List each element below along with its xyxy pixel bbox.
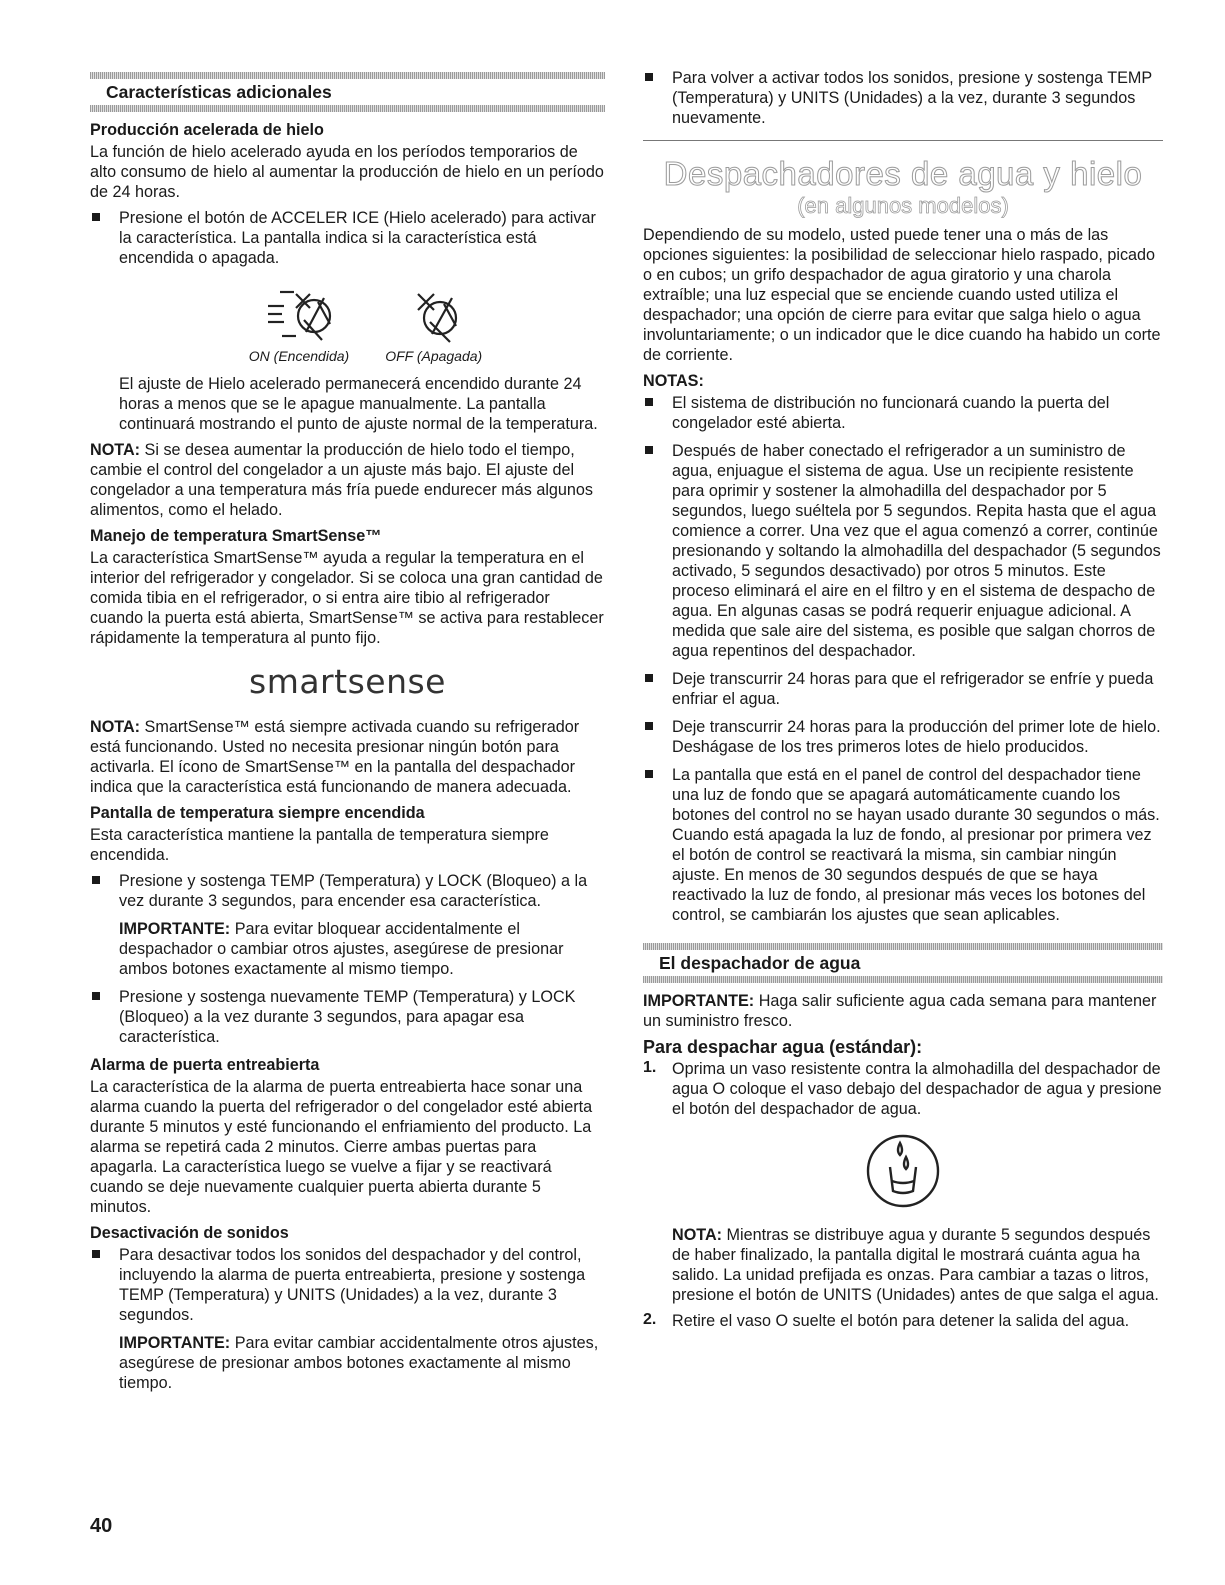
bullet-item: [643, 669, 1163, 709]
section-header-additional-features: [90, 68, 605, 112]
bullet-text: Para desactivar todos los sonidos del despachador y del control, incluyendo la alarma de puerta entreabierta, presione y sostenga TEMP (Temperatura) y UNITS (Unidades) a la vez, durante 3 segundos.: [119, 1246, 586, 1324]
note-paragraph: [643, 1225, 1163, 1305]
important-text: Haga salir suficiente agua cada semana para mantener un suministro fresco.: [643, 992, 1157, 1030]
paragraph: El ajuste de Hielo acelerado permanecerá encendido durante 24 horas a menos que se le apague manualmente. La pantalla continuará mostrando el punto de ajuste normal de la temperatura.: [119, 375, 598, 433]
bullet-text: Deje transcurrir 24 horas para que el refrigerador se enfríe y pueda enfriar el agua.: [672, 670, 1154, 708]
bullet-item: [90, 1245, 605, 1393]
note-label: NOTA:: [90, 718, 141, 736]
paragraph: La característica de la alarma de puerta entreabierta hace sonar una alarma cuando la puerta del refrigerador o del congelador esté abierta durante 5 minutos y esté funcionando el enfriamiento del producto. La alarma se repetirá cada 2 minutos. Cierre ambas puertas para apagarla. La característica luego se vuelve a fijar y se reactivará cuando se deje nuevamente cualquier puerta abierta durante 5 minutos.: [90, 1078, 593, 1216]
bullet-text: Deje transcurrir 24 horas para la producción del primer lote de hielo. Deshágase de los tres primeros lotes de hielo producidos.: [672, 718, 1161, 756]
section-title: El despachador de agua: [659, 953, 861, 973]
bullet-item: [643, 765, 1163, 925]
heading-dispense-water: Para despachar agua (estándar):: [643, 1037, 923, 1057]
note-text: Si se desea aumentar la producción de hielo todo el tiempo, cambie el control del congelador a un ajuste más bajo. El ajuste del congelador a una temperatura más fría puede endurecer más algunos alimentos, como el helado.: [90, 441, 594, 519]
smartsense-logo: smartsense: [249, 662, 446, 701]
heading-smartsense: Manejo de temperatura SmartSense™: [90, 527, 382, 545]
paragraph: La característica SmartSense™ ayuda a regular la temperatura en el interior del refrigerador y congelador. Si se coloca una gran cantidad de comida tibia en el refrigerador, o si entra aire tibio al refrigerador cuando la puerta está abierta, SmartSense™ se activa para restablecer rápidamente la temperatura al punto fijo.: [90, 549, 604, 647]
bullet-text: Presione y sostenga TEMP (Temperatura) y LOCK (Bloqueo) a la vez durante 3 segundos, para encender esa característica.: [119, 872, 588, 910]
accel-ice-icons: [128, 284, 605, 346]
paragraph: Dependiendo de su modelo, usted puede tener una o más de las opciones siguientes: la posibilidad de seleccionar hielo raspado, picado o en cubos; un grifo despachador de agua giratorio y una charola extraíble; una luz especial que se enciende cuando usted utiliza el despachador; una opción de cierre para evitar que salga hielo o agua involuntariamente; o un indicador que le dice cuando ha habido un corte de corriente.: [643, 226, 1161, 364]
note-text: Mientras se distribuye agua y durante 5 segundos después de haber finalizado, la pantalla digital le mostrará cuánta agua ha salido. La unidad prefijada es onzas. Para cambiar a tazas o litros, presione el botón de UNITS (Unidades) antes de que salga el agua.: [672, 1226, 1159, 1304]
bullet-item: [643, 717, 1163, 757]
divider: [643, 140, 1163, 141]
step-item: [643, 1311, 1163, 1331]
step-item: [643, 1059, 1163, 1119]
note-text: SmartSense™ está siempre activada cuando su refrigerador está funcionando. Usted no necesita presionar ningún botón para activarla. El ícono de SmartSense™ en la pantalla del despachador indica que la característica está funcionando de manera adecuada.: [90, 718, 580, 796]
note-label: NOTA:: [90, 441, 141, 459]
bullet-item: [90, 871, 605, 979]
section-header-water-dispenser: [643, 939, 1163, 983]
accel-ice-on-icon: [266, 284, 346, 346]
note-paragraph: [90, 440, 605, 520]
caption-off: OFF (Apagada): [385, 348, 483, 364]
important-label: IMPORTANTE:: [119, 920, 231, 938]
header-rule: [90, 72, 605, 79]
step-number: 1.: [643, 1059, 657, 1076]
right-column: [643, 68, 1163, 1339]
heading-always-on-display: Pantalla de temperatura siempre encendida: [90, 804, 425, 822]
note-label: NOTA:: [672, 1226, 723, 1244]
step-number: 2.: [643, 1311, 657, 1328]
paragraph: Esta característica mantiene la pantalla de temperatura siempre encendida.: [90, 826, 549, 864]
paragraph: La función de hielo acelerado ayuda en los períodos temporarios de alto consumo de hielo al aumentar la producción de hielo en un período de 24 horas.: [90, 143, 604, 201]
note-paragraph: [90, 717, 605, 797]
important-label: IMPORTANTE:: [119, 1334, 231, 1352]
header-rule: [643, 976, 1163, 983]
section-title: Características adicionales: [106, 82, 332, 102]
water-dispenser-icon-wrap: [643, 1131, 1163, 1211]
heading-accelerated-ice: Producción acelerada de hielo: [90, 121, 324, 139]
important-text: Para evitar cambiar accidentalmente otros ajustes, asegúrese de presionar ambos botones exactamente al mismo tiempo.: [119, 1334, 599, 1392]
left-column: [90, 68, 605, 1401]
bullet-item: [643, 68, 1163, 128]
accel-ice-off-icon: [408, 284, 468, 346]
bullet-item: [643, 441, 1163, 661]
bullet-text: Presione el botón de ACCELER ICE (Hielo acelerado) para activar la característica. La pantalla indica si la característica está encendida o apagada.: [119, 209, 596, 267]
dispensers-subtitle: (en algunos modelos): [797, 193, 1009, 218]
bullet-item: [90, 987, 605, 1047]
icon-captions: [126, 348, 605, 364]
important-paragraph: [119, 1333, 605, 1393]
dispensers-title: Despachadores de agua y hielo: [663, 155, 1143, 192]
bullet-text: La pantalla que está en el panel de control del despachador tiene una luz de fondo que se apagará automáticamente cuando los botones del control no se hayan usado durante 30 segundos o más. Cuando está apagada la luz de fondo, al presionar por primera vez el botón de control se reactivará la misma, sin cambiar ningún ajuste. En menos de 30 segundos después de que se haya reactivado la luz de fondo, al presionar más veces los botones del control, se cambiarán los ajustes que sean aplicables.: [672, 766, 1160, 924]
header-rule: [90, 105, 605, 112]
important-paragraph: [119, 919, 605, 979]
bullet-item: [90, 208, 605, 268]
heading-sound-off: Desactivación de sonidos: [90, 1224, 289, 1242]
bullet-text: Después de haber conectado el refrigerador a un suministro de agua, enjuague el sistema de agua. Use un recipiente resistente para oprimir y sostener la almohadilla del despachador por 5 segundos, luego suéltela por 5 segundos. Repita hasta que el agua comience a correr. Una vez que el agua comenzó a correr, continúe presionando y soltando la almohadilla del despachador (5 segundos activado, 5 segundos desactivado) por otros 5 minutos. Este proceso eliminará el aire en el filtro y en el sistema de despacho de agua. En algunas casas se podrá requerir enjuague adicional. A medida que sale aire del sistema, es posible que salgan chorros de agua repentinos del despachador.: [672, 442, 1161, 660]
bullet-text: Presione y sostenga nuevamente TEMP (Temperatura) y LOCK (Bloqueo) a la vez durante 3 segundos, para apagar esa característica.: [119, 988, 576, 1046]
step-text: Retire el vaso O suelte el botón para detener la salida del agua.: [672, 1312, 1130, 1330]
important-label: IMPORTANTE:: [643, 992, 755, 1010]
bullet-text: Para volver a activar todos los sonidos, presione y sostenga TEMP (Temperatura) y UNITS (Unidades) a la vez, durante 3 segundos nuevamente.: [672, 69, 1152, 127]
bullet-text: El sistema de distribución no funcionará cuando la puerta del congelador esté abierta.: [672, 394, 1110, 432]
water-glass-icon: [863, 1131, 943, 1211]
step-text: Oprima un vaso resistente contra la almohadilla del despachador de agua O coloque el vaso debajo del despachador de agua y presione el botón del despachador de agua.: [672, 1060, 1162, 1118]
notes-heading: NOTAS:: [643, 372, 704, 390]
heading-door-alarm: Alarma de puerta entreabierta: [90, 1056, 320, 1074]
header-rule: [643, 943, 1163, 950]
page-number: 40: [90, 1515, 113, 1537]
important-text: Para evitar bloquear accidentalmente el despachador o cambiar otros ajustes, asegúrese de presionar ambos botones exactamente al mismo tiempo.: [119, 920, 564, 978]
bullet-item: [643, 393, 1163, 433]
caption-on: ON (Encendida): [248, 348, 350, 364]
important-paragraph: [643, 991, 1163, 1031]
